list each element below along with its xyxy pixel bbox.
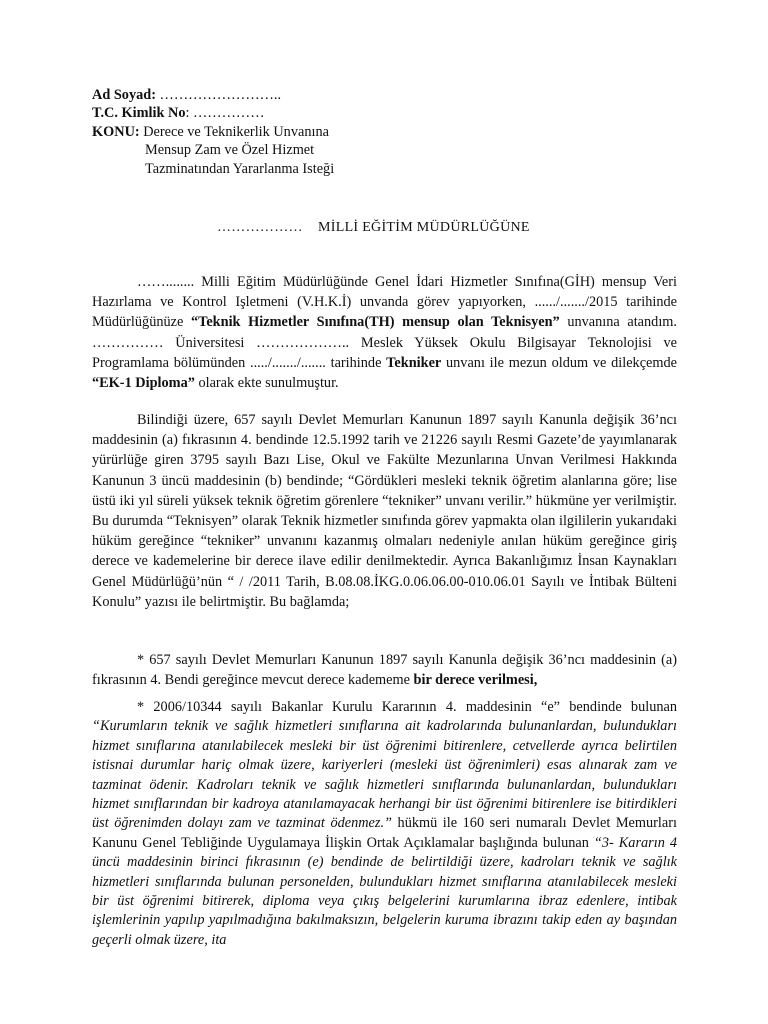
name-value: …………………….. <box>155 87 282 103</box>
paragraph-2 <box>92 410 677 612</box>
subject-text-1: Derece ve Teknikerlik Unvanına <box>143 123 329 140</box>
p1-bold-attachment: “EK-1 Diploma” <box>92 375 195 392</box>
p1-bold-title: “Teknik Hizmetler Sınıfına(TH) mensup olan Teknisyen” <box>190 314 560 331</box>
p4-text-c: hükmü ile 160 seri numaralı Devlet Memurları Kanunu Genel Tebliğinde Uygulamaya İlişkin Ortak Açıklamalar başlığında bulunan <box>92 815 677 851</box>
subject-label: KONU: <box>92 123 140 140</box>
id-line <box>92 104 334 122</box>
p4-quote-1: “Kurumların teknik ve sağlık hizmetleri sınıflarına ait kadrolarında bulunanlardan, bulundukları hizmet sınıflarına atanılabilecek mesleki bir üst öğrenimi bitirenlere, cetvellerde ayrıca belirtilen istisnai durumlar hariç olmak üzere, kariyerleri (mesleki üst öğrenimleri) esas alınarak zam ve tazminat ödenir. Kadroları teknik ve sağlık hizmetleri sınıflarında bulunanlardan, bulundukları hizmet sınıflarından bir kadroya atanılamayacak herhangi bir üst öğrenimi bitirenlere ise bitirdikleri üst öğrenimden dolayı zam ve tazminat ödenmez.” <box>92 718 677 832</box>
p1-text-a: ……........ Milli Eğitim Müdürlüğünde Genel İdari Hizmetler Sınıfına(GİH) mensup Veri Hazırlama ve Kontrol Işletmeni (V.H.K.İ) unvanda görev yapıyorken, ....../......./2015 tarihinde Müdürlüğünüze <box>92 274 677 331</box>
paragraph-4 <box>92 698 677 950</box>
p1-text-c: unvanına atandım. …………… Üniversitesi ……………….. Meslek Yüksek Okulu Bilgisayar Teknolojisi ve Programlama bölümünden ...../......./....... tarihinde <box>92 314 677 371</box>
p3-bold-text: bir derece verilmesi, <box>413 672 538 689</box>
name-label: Ad Soyad: <box>92 87 156 103</box>
p3-text-a: * 657 sayılı Devlet Memurları Kanunun 1897 sayılı Kanunla değişik 36’ncı maddesinin (a) fıkrasının 4. Bendi gereğince mevcut derece kadememe <box>92 652 677 689</box>
p1-text-e: unvanı ile mezun oldum ve dilekçemde <box>441 354 677 371</box>
name-line <box>92 86 334 104</box>
paragraph-1 <box>92 272 677 393</box>
sender-block <box>92 86 334 178</box>
addressee-title <box>217 220 530 236</box>
subject-line <box>92 123 334 141</box>
subject-line-2: Mensup Zam ve Özel Hizmet <box>145 142 315 159</box>
title-dots: ……………… <box>217 220 303 235</box>
id-label: T.C. Kimlik No <box>92 105 186 122</box>
paragraph-3 <box>92 650 677 690</box>
id-value: : …………… <box>185 105 265 122</box>
p2-text: Bilindiği üzere, 657 sayılı Devlet Memurları Kanunun 1897 sayılı Kanunla değişik 36’ncı maddesinin (a) fıkrasının 4. bendinde 12.5.1992 tarih ve 21226 sayılı Resmi Gazete’de yayımlanarak yürürlüğe giren 3795 sayılı Bazı Lise, Okul ve Fakülte Mezunlarına Unvan Verilmesi Hakkında Kanunun 3 üncü maddesinin (b) bendinde; “Gördükleri mesleki teknik öğretim alanlarına göre; lise üstü iki yıl süreli yüksek teknik öğretim görenlere “tekniker” unvanı verilir.” hükmüne yer verilmiştir. Bu durumda “Teknisyen” olarak Teknik hizmetler sınıfında görev yapmakta olan ilgililerin yukarıdaki hüküm gereğince “tekniker” unvanını kazanmış olmaları nedeniyle anılan hüküm gereğince giriş derece ve kademelerine bir derece ilave edilir denilmektedir. Ayrıca Bakanlığımız İnsan Kaynakları Genel Müdürlüğü’nün “ / /2011 Tarih, B.08.08.İKG.0.06.06.00-010.06.01 Sayılı ve İntibak Bülteni Konulu” yazısı ile belirtmiştir. Bu bağlamda; <box>92 412 677 610</box>
p1-bold-tekniker: Tekniker <box>386 354 442 371</box>
subject-line-3: Tazminatından Yararlanma Isteği <box>145 160 335 177</box>
p1-text-g: olarak ekte sunulmuştur. <box>194 375 339 392</box>
p4-quote-2: “3- Kararın 4 üncü maddesinin birinci fıkrasının (e) bendinde de belirtildiği üzere, kadroları teknik ve sağlık hizmetleri sınıflarında bulunan personelden, bulundukları hizmet sınıflarına atanılabilecek mesleki bir üst öğrenimi bitirerek, diploma veya çıkış belgelerini kurumlarına ibraz edenlere, intibak işlemlerinin yapılıp yapılmadığına bakılmaksızın, belgelerin kuruma ibrazını takip eden ay başından geçerli olmak üzere, ita <box>92 834 677 948</box>
title-text: MİLLİ EĞİTİM MÜDÜRLÜĞÜNE <box>318 220 530 235</box>
p4-text-a: * 2006/10344 sayılı Bakanlar Kurulu Kararının 4. maddesinin “e” bendinde bulunan <box>137 699 677 715</box>
